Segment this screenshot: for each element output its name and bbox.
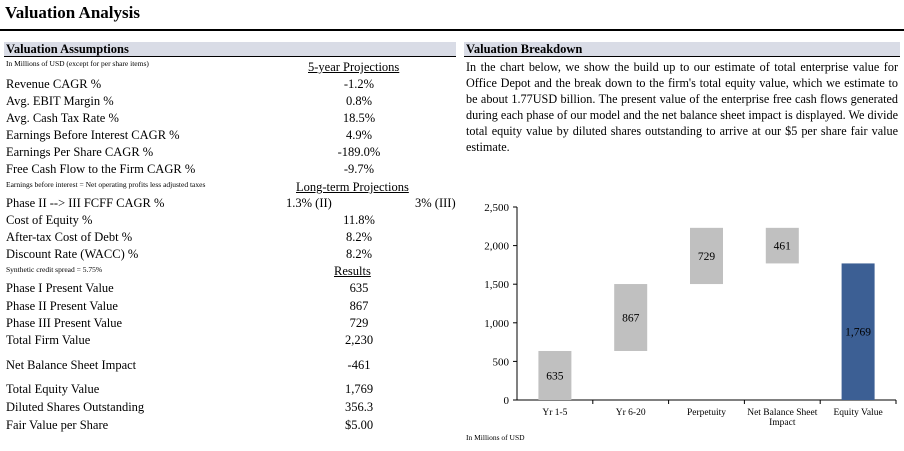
row-value: 635 <box>349 281 369 295</box>
breakdown-paragraph: In the chart below, we show the build up to our estimate of total enterprise value for Office Depot and the break down to the firm's total equity value, which we estimate to be about 1.77USD billion. The present value of the enterprise free cash flows generated during each phase of our model and the net balance sheet impact is displayed. We divide total equity value by diluted shares outstanding to arrive at our $5 per share fair value estimate. <box>466 60 898 154</box>
row-value: -1.2% <box>343 77 375 91</box>
chart-units-note: In Millions of USD <box>466 433 525 442</box>
row-value: 2,230 <box>344 333 374 347</box>
x-category-label: Net Balance Sheet <box>747 408 818 418</box>
five-year-projections-heading: 5-year Projections <box>308 60 400 74</box>
row-cash-tax-rate <box>6 110 456 127</box>
row-value: -9.7% <box>343 162 375 176</box>
row-value: $5.00 <box>344 418 374 432</box>
row-value: 1,769 <box>344 382 374 396</box>
bar-value-label: 867 <box>622 312 640 325</box>
x-category-label: Perpetuity <box>686 408 727 418</box>
row-value: 0.8% <box>345 94 373 108</box>
row-value: 11.8% <box>343 213 375 227</box>
row-label: Cost of Equity % <box>6 213 93 227</box>
y-tick-label: 1,000 <box>484 317 509 330</box>
row-value: 4.9% <box>345 128 373 142</box>
bar-value-label: 729 <box>697 250 716 263</box>
row-label: After-tax Cost of Debt % <box>6 230 133 244</box>
bar-value-label: 1,769 <box>845 326 872 339</box>
row-ebi-cagr <box>6 127 456 144</box>
row-label: Net Balance Sheet Impact <box>6 358 137 372</box>
row-value: 729 <box>349 316 369 330</box>
row-value: 356.3 <box>344 400 374 414</box>
row-net-balance-sheet-impact <box>6 357 456 374</box>
chart-bars <box>538 228 874 400</box>
y-tick-label: 500 <box>492 356 509 369</box>
row-eps-cagr <box>6 144 456 161</box>
row-label: Earnings Before Interest CAGR % <box>6 128 180 142</box>
row-label: Free Cash Flow to the Firm CAGR % <box>6 162 196 176</box>
row-ebit-margin <box>6 93 456 110</box>
row-label: Phase I Present Value <box>6 281 114 295</box>
row-label: Avg. EBIT Margin % <box>6 94 114 108</box>
waterfall-chart <box>464 195 900 445</box>
row-phase-iii-pv <box>6 315 456 332</box>
row-value: 867 <box>349 299 369 313</box>
row-label: Phase II --> III FCFF CAGR % <box>6 196 165 210</box>
row-label: Phase III Present Value <box>6 316 123 330</box>
credit-spread-note: Synthetic credit spread = 5.75% <box>6 265 103 274</box>
row-total-firm-value <box>6 332 456 349</box>
row-label: Diluted Shares Outstanding <box>6 400 145 414</box>
row-value: -189.0% <box>337 145 381 159</box>
units-note: In Millions of USD (except for per share items) <box>6 59 149 68</box>
phase-ii-value: 1.3% (II) <box>286 196 332 210</box>
row-total-equity-value <box>6 381 456 398</box>
row-value: 18.5% <box>342 111 376 125</box>
row-label: Avg. Cash Tax Rate % <box>6 111 119 125</box>
row-value: -461 <box>347 358 371 372</box>
breakdown-header: Valuation Breakdown <box>464 42 900 57</box>
x-category-label: Yr 6-20 <box>615 408 646 418</box>
row-revenue-cagr <box>6 76 456 93</box>
bar-value-label: 635 <box>546 370 564 383</box>
row-cost-of-equity <box>6 212 456 229</box>
row-label: Fair Value per Share <box>6 418 109 432</box>
y-tick-label: 2,000 <box>484 240 509 253</box>
title-divider <box>0 29 904 31</box>
row-label: Total Firm Value <box>6 333 91 347</box>
phase-iii-value: 3% (III) <box>415 196 456 210</box>
x-category-label: Impact <box>769 418 796 428</box>
row-value: 8.2% <box>345 247 373 261</box>
y-tick-label: 1,500 <box>484 279 509 292</box>
row-cost-of-debt <box>6 229 456 246</box>
chart-xlabels <box>542 400 896 428</box>
bar-value-label: 461 <box>773 240 791 253</box>
x-category-label: Yr 1-5 <box>542 408 568 418</box>
assumptions-header: Valuation Assumptions <box>4 42 456 57</box>
row-phase-i-pv <box>6 280 456 297</box>
row-wacc <box>6 246 456 263</box>
y-tick-label: 0 <box>503 395 509 407</box>
chart-yticks <box>484 202 517 407</box>
row-label: Earnings Per Share CAGR % <box>6 145 154 159</box>
page-title: Valuation Analysis <box>5 3 140 22</box>
ebi-note: Earnings before interest = Net operating profits less adjusted taxes <box>6 180 206 189</box>
row-label: Revenue CAGR % <box>6 77 102 91</box>
x-category-label: Equity Value <box>833 408 883 418</box>
results-heading: Results <box>334 264 371 278</box>
row-label: Phase II Present Value <box>6 299 118 313</box>
row-phase-fcff-cagr <box>6 195 456 212</box>
y-tick-label: 2,500 <box>484 202 509 214</box>
row-fair-value-per-share <box>6 417 456 434</box>
row-label: Total Equity Value <box>6 382 100 396</box>
row-fcff-cagr <box>6 161 456 178</box>
row-phase-ii-pv <box>6 298 456 315</box>
row-diluted-shares <box>6 399 456 416</box>
row-label: Discount Rate (WACC) % <box>6 247 139 261</box>
long-term-projections-heading: Long-term Projections <box>296 180 409 194</box>
row-value: 8.2% <box>345 230 373 244</box>
